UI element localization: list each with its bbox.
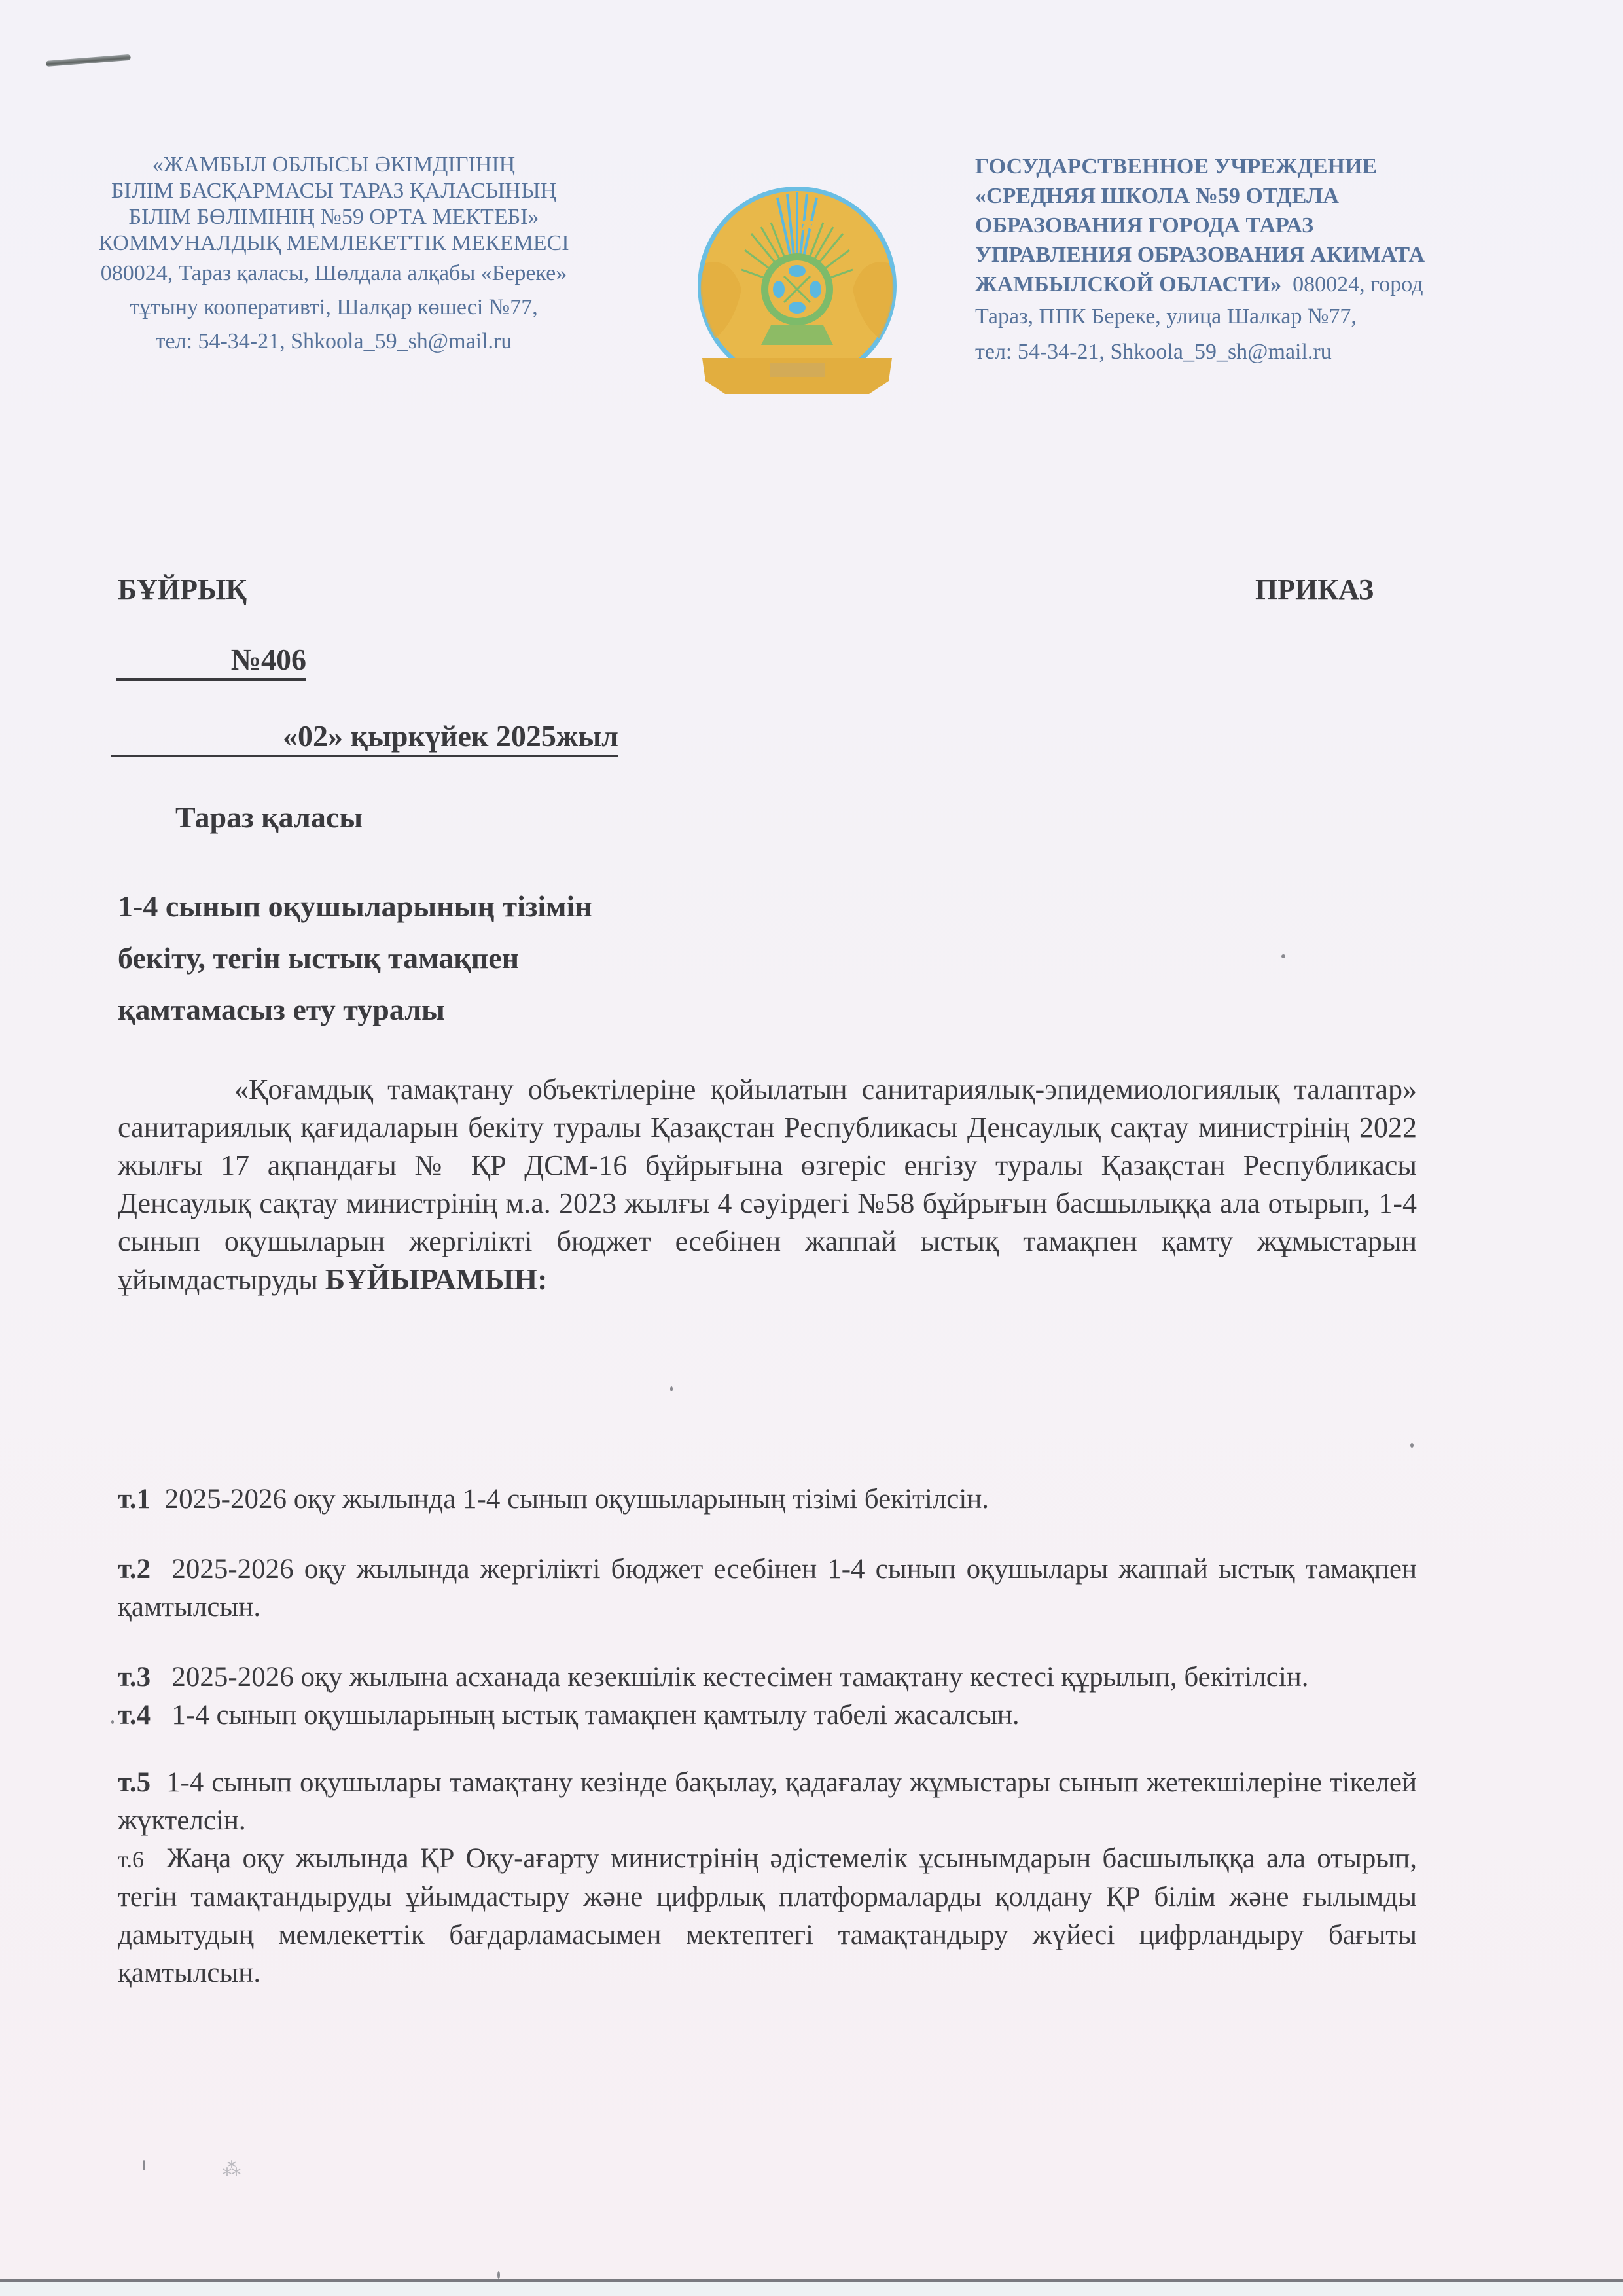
order-item — [118, 1551, 1417, 1626]
letterhead-kz-address: тұтыну кооперативті, Шалқар көшесі №77, — [130, 295, 538, 319]
letterhead-ru-address: 080024, город — [1293, 272, 1423, 296]
letterhead-kz — [72, 152, 596, 359]
letterhead-ru-line: «СРЕДНЯЯ ШКОЛА №59 ОТДЕЛА — [975, 184, 1339, 208]
letterhead-kz-line: КОММУНАЛДЫҚ МЕМЛЕКЕТТІК МЕКЕМЕСІ — [98, 231, 569, 255]
ink-smudge: ⁂ — [223, 2159, 241, 2179]
letterhead-kz-line: «ЖАМБЫЛ ОБЛЫСЫ ӘКІМДІГІНІҢ — [152, 152, 516, 177]
letterhead-kz-line: БІЛІМ БӨЛІМІНІҢ №59 ОРТА МЕКТЕБІ» — [128, 205, 539, 229]
order-item-text: 2025-2026 оқу жылында жергілікті бюджет есебінен 1-4 сынып оқушылары жаппай ыстық тамақпен қамтылсын. — [118, 1554, 1417, 1623]
order-item-text: 2025-2026 оқу жылында 1-4 сынып оқушыларының тізімі бекітілсін. — [164, 1484, 990, 1515]
order-word: БҰЙЫРАМЫН: — [325, 1263, 548, 1296]
order-subject-line: қамтамасыз ету туралы — [118, 993, 445, 1026]
letterhead-ru-address: Тараз, ППК Береке, улица Шалкар №77, — [975, 304, 1357, 329]
scan-speck — [143, 2160, 145, 2170]
order-item-text: Жаңа оқу жылында ҚР Оқу-ағарту министрінің әдістемелік ұсынымдарын басшылыққа ала отырып, тегін тамақтандыруды ұйымдастыру және цифрлық платформаларды қолдану ҚР білім және ғылымды дамытудың мемлекеттік бағдарламасымен мектептегі тамақтандыру жүйесі цифрландыру бағыты қамтылсын. — [118, 1843, 1417, 1988]
letterhead-ru-contacts: тел: 54-34-21, Shkoola_59_sh@mail.ru — [975, 340, 1332, 364]
order-title-kz: БҰЙРЫҚ — [118, 573, 247, 605]
kazakhstan-state-emblem-icon — [679, 185, 915, 401]
preamble-text: «Қоғамдық тамақтану объектілеріне қойылатын санитариялық-эпидемиологиялық талаптар» санитариялық қағидаларын бекіту туралы Қазақстан Республикасы Денсаулық сақтау министрінің 2022 жылғы 17 ақпандағы № ҚР ДСМ-16 бұйрығына өзгеріс енгізу туралы Қазақстан Республикасы Денсаулық сақтау министрінің м.а. 2023 жылғы 4 сәуірдегі №58 бұйрығын басшылыққа ала отырып, 1-4 сынып оқушыларын жергілікті бюджет есебінен жаппай ыстық тамақпен қамту жұмыстарын ұйымдастыруды — [118, 1073, 1417, 1296]
order-item-label: т.1 — [118, 1484, 151, 1515]
order-item — [118, 1696, 1417, 1734]
preamble-paragraph — [118, 1071, 1417, 1299]
scanner-bed — [0, 2282, 1623, 2296]
order-date: «02» қыркүйек 2025жыл — [111, 718, 618, 757]
letterhead-kz-contacts: тел: 54-34-21, Shkoola_59_sh@mail.ru — [155, 329, 512, 353]
scan-speck — [497, 2271, 500, 2279]
letterhead-ru-line: ЖАМБЫЛСКОЙ ОБЛАСТИ» — [975, 272, 1282, 296]
order-subject — [118, 880, 772, 1035]
order-subject-line: 1-4 сынып оқушыларының тізімін — [118, 889, 592, 923]
order-item-text: 1-4 сынып оқушылары тамақтану кезінде бақылау, қадағалау жұмыстары сынып жетекшілеріне тікелей жүктелсін. — [118, 1767, 1417, 1836]
staple-mark — [46, 54, 131, 67]
order-item — [118, 1480, 1417, 1518]
letterhead-kz-line: БІЛІМ БАСҚАРМАСЫ ТАРАЗ ҚАЛАСЫНЫҢ — [111, 179, 557, 203]
order-item-label: т.5 — [118, 1767, 151, 1798]
scan-speck — [1410, 1443, 1414, 1448]
order-title-ru: ПРИКАЗ — [1255, 573, 1374, 605]
order-item-label: т.6 — [118, 1846, 145, 1873]
order-city: Тараз қаласы — [175, 800, 363, 834]
order-number: №406 — [116, 641, 306, 681]
order-item — [118, 1659, 1417, 1696]
order-item-label: т.3 — [118, 1662, 151, 1693]
order-item-label: т.2 — [118, 1554, 151, 1585]
scan-speck — [111, 1720, 114, 1724]
order-item — [118, 1764, 1417, 1840]
letterhead-ru-line: ОБРАЗОВАНИЯ ГОРОДА ТАРАЗ — [975, 213, 1314, 238]
order-item — [118, 1840, 1417, 1992]
order-subject-line: бекіту, тегін ыстық тамақпен — [118, 941, 520, 975]
letterhead-ru-line: ГОСУДАРСТВЕННОЕ УЧРЕЖДЕНИЕ — [975, 154, 1378, 179]
order-item-text: 2025-2026 оқу жылына асханада кезекшілік кестесімен тамақтану кестесі құрылып, бекітілсін. — [171, 1662, 1309, 1693]
order-item-label: т.4 — [118, 1700, 151, 1731]
letterhead-kz-address: 080024, Тараз қаласы, Шөлдала алқабы «Береке» — [100, 261, 567, 285]
scan-speck — [670, 1386, 673, 1391]
letterhead-ru-line-with-address — [975, 270, 1512, 299]
order-item-text: 1-4 сынып оқушыларының ыстық тамақпен қамтылу табелі жасалсын. — [171, 1700, 1020, 1731]
letterhead-ru — [975, 152, 1512, 370]
letterhead-ru-line: УПРАВЛЕНИЯ ОБРАЗОВАНИЯ АКИМАТА — [975, 243, 1425, 267]
scan-speck — [1281, 954, 1285, 958]
order-items — [118, 1480, 1417, 1992]
